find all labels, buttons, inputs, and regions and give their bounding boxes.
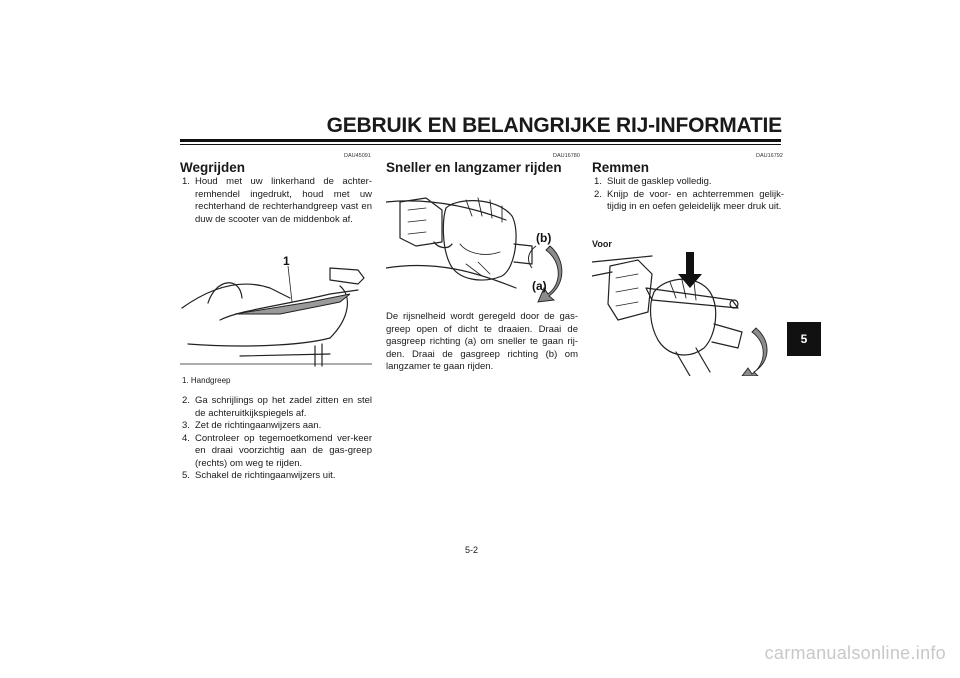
list-item [180,433,372,471]
step-text: Zet de richtingaanwijzers aan. [195,420,322,431]
step-number: 1. [182,176,190,187]
step-text: Houd met uw linkerhand de achter-remhendel ingedrukt, houd met uw rechterhand de rechterhandgreep vast en duw de scooter van de middenbok af. [195,176,372,225]
section-heading-remmen: Remmen [592,160,650,175]
step-number: 3. [182,420,190,431]
header-rule-thin [180,144,781,145]
step-number: 1. [594,176,602,187]
section-heading-wegrijden: Wegrijden [180,160,246,175]
figure-label-voor: Voor [592,239,612,249]
figure-callout: 1 [283,254,290,268]
step-text: Sluit de gasklep volledig. [607,176,712,187]
step-text: Ga schrijlings op het zadel zitten en stel de achteruitkijkspiegels af. [195,395,372,419]
list-item [180,395,372,420]
step-number: 2. [594,188,602,200]
step-number: 4. [182,432,190,444]
list-item [592,189,784,214]
step-text: Knijp de voor- en achterremmen gelijk-tijdig in en oefen geleidelijk meer druk uit. [607,188,784,212]
watermark: carmanualsonline.info [764,643,946,663]
list-item [180,420,372,433]
throttle-grip-illustration [386,180,578,304]
throttle-paragraph: De rijsnelheid wordt geregeld door de gas-greep open of dicht te draaien. Draai de gasgreep richting (a) om sneller te gaan rij-den. Draai de gasgreep richting (b) om langzamer te gaan rijden. [386,311,578,372]
label-b: (b) [536,231,552,245]
remmen-step-list [592,176,784,214]
label-a: (a) [532,279,547,293]
brake-lever-illustration [592,252,784,376]
header-rule [180,139,781,142]
list-item [180,176,372,226]
list-item [592,176,784,189]
section-code: DAU16780 [553,153,580,159]
page-number: 5-2 [465,545,479,555]
section-code: DAU45091 [344,153,371,159]
scooter-handgrip-illustration [180,248,372,372]
list-item [180,470,372,483]
step-text: Schakel de richtingaanwijzers uit. [195,470,336,481]
page-header-title: GEBRUIK EN BELANGRIJKE RIJ-INFORMATIE [326,114,782,137]
section-heading-sneller: Sneller en langzamer rijden [386,160,562,175]
wegrijden-step-list-2 [180,395,372,483]
step-number: 2. [182,395,190,406]
step-text: Controleer op tegemoetkomend ver-keer en draai voorzichtig aan de gas-greep (rechts) om weg te rijden. [195,432,372,469]
step-number: 5. [182,470,190,481]
section-code: DAU16792 [756,153,783,159]
chapter-tab: 5 [787,322,821,356]
figure-caption: 1. Handgreep [182,376,231,385]
wegrijden-step-list-1 [180,176,372,226]
